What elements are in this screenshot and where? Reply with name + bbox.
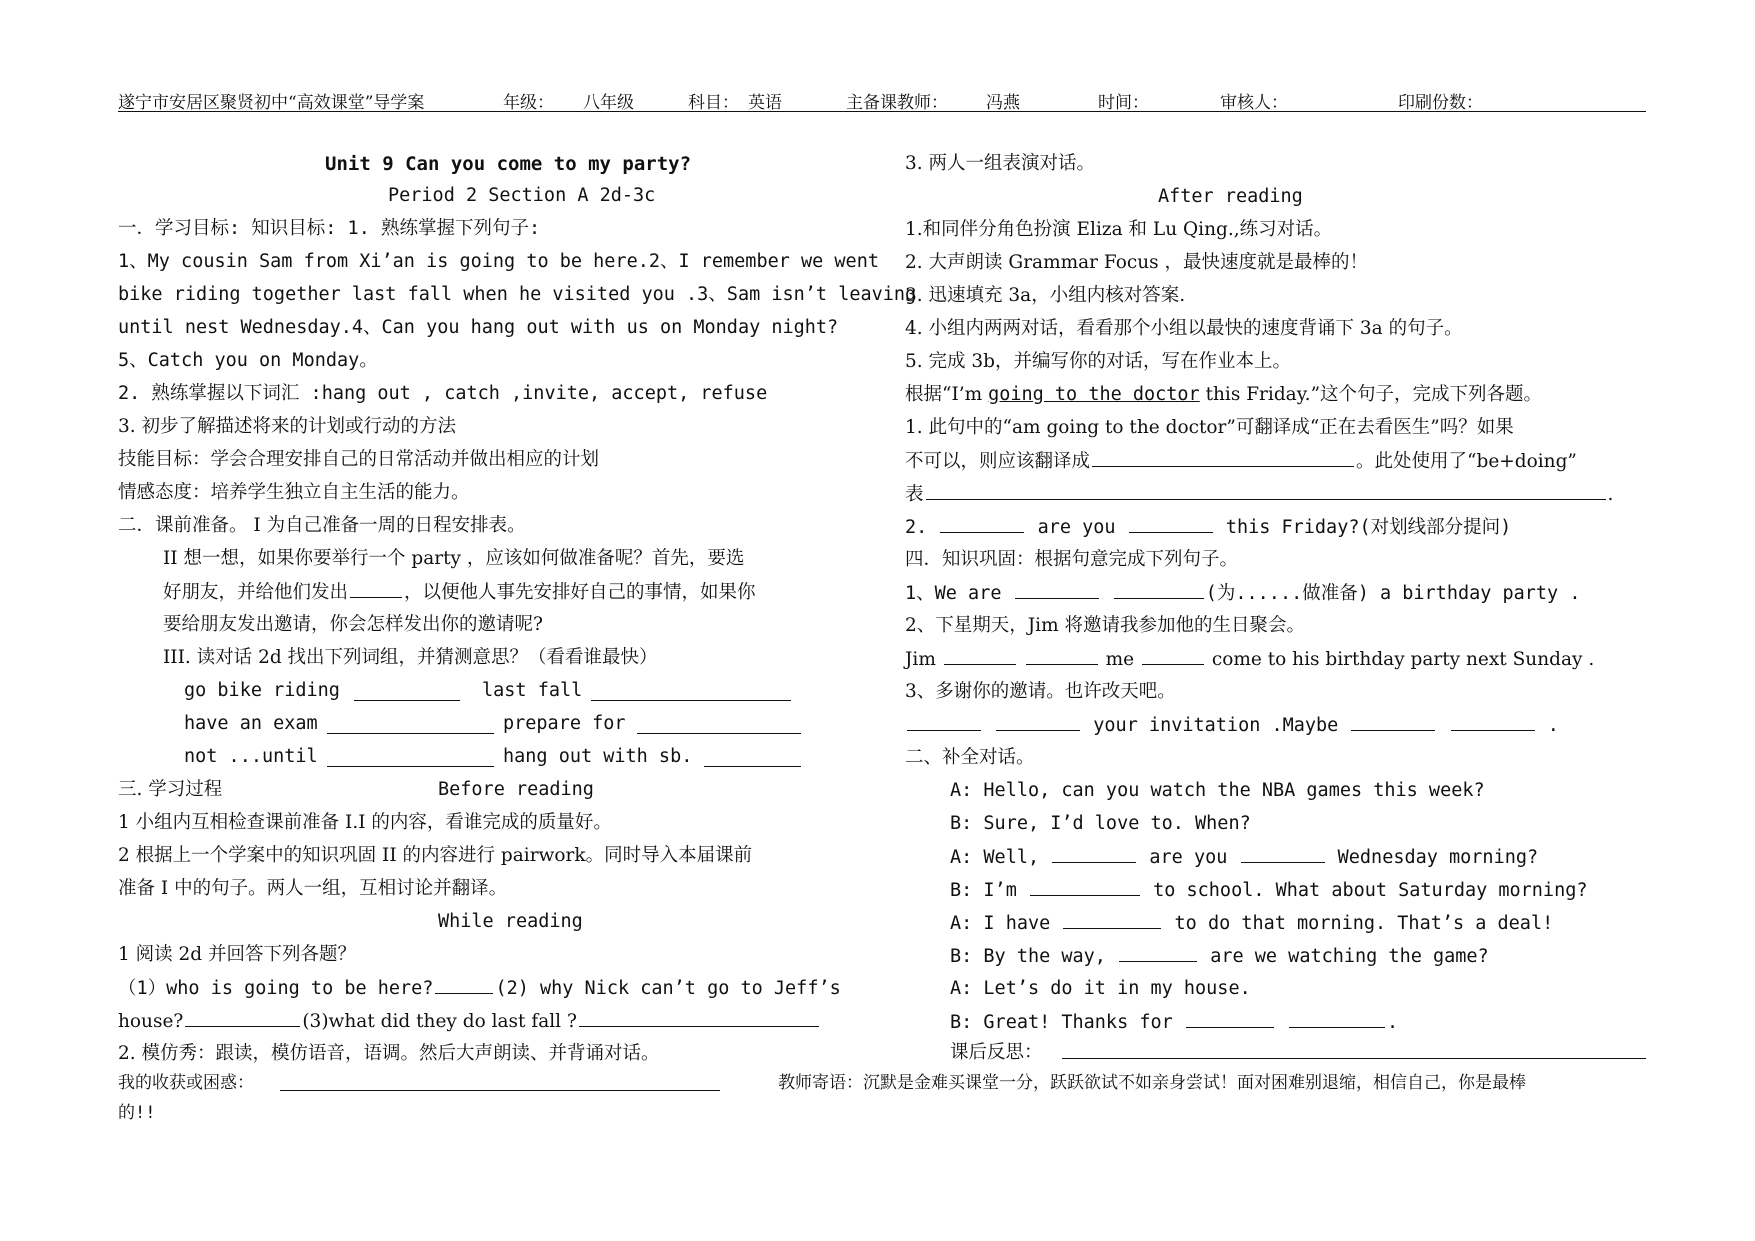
preparation-heading: 二．课前准备。 I 为自己准备一周的日程安排表。 — [118, 515, 526, 536]
grammar-intro-a: 根据“I’m — [905, 384, 989, 405]
translation-question-2 — [905, 448, 1577, 475]
reviewer-label: 审核人： — [1220, 93, 1288, 113]
sentence-line-2: bike riding together last fall when he visited you .3、Sam isn’t leaving — [118, 284, 917, 305]
jim-blank-3[interactable] — [1142, 646, 1204, 665]
consolidation-2-fill — [905, 646, 1594, 673]
consolidation-1 — [905, 580, 1580, 607]
dialogue-blank-2[interactable] — [1241, 844, 1325, 863]
check-preparation: 1 小组内互相检查课前准备 I.I 的内容，看谁完成的质量好。 — [118, 812, 612, 833]
question-ask — [905, 514, 1511, 541]
dialogue-3c: Wednesday morning? — [1337, 847, 1539, 868]
phrase-hang-out-with: hang out with sb. — [503, 746, 693, 767]
consolidation-2: 2、下星期天，Jim 将邀请我参加他的生日聚会。 — [905, 615, 1306, 636]
dialogue-4a: B: I’m — [950, 880, 1017, 901]
sentence-line-1: 1、My cousin Sam from Xi’an is going to be here.2、I remember we went — [118, 251, 879, 272]
party-question-3: 要给朋友发出邀请，你会怎样发出你的邀请呢? — [163, 614, 543, 635]
reflection-blank[interactable] — [1062, 1058, 1646, 1059]
phrase-not-until: not ...until — [184, 746, 318, 767]
party-question-2b: ，以便他人事先安排好自己的事情，如果你 — [404, 582, 756, 603]
jim-blank-1[interactable] — [944, 646, 1016, 665]
phrase-last-fall: last fall — [482, 680, 583, 701]
sentence-line-4: 5、Catch you on Monday。 — [118, 350, 378, 371]
jim-blank-2[interactable] — [1026, 646, 1098, 665]
invite-blank[interactable] — [350, 579, 402, 598]
grade-label: 年级： — [503, 93, 554, 113]
party-question-1: II 想一想，如果你要举行一个 party ，应该如何做准备呢？首先，要选 — [163, 548, 745, 569]
ask-blank-2[interactable] — [1129, 514, 1213, 533]
gains-blank[interactable] — [280, 1090, 720, 1091]
copies-label: 印刷份数： — [1398, 93, 1483, 113]
party-question-2a: 好朋友，并给他们发出 — [163, 582, 349, 603]
grade-value: 八年级 — [583, 93, 634, 113]
after-task-2: 2. 大声朗读 Grammar Focus ，最快速度就是最棒的！ — [905, 252, 1369, 273]
gains-label: 我的收获或困惑： — [118, 1073, 254, 1093]
translation-q2b: 。此处使用了“be+doing” — [1356, 451, 1577, 472]
translation-q3b: . — [1607, 484, 1614, 505]
read-2d-task: 1 阅读 2d 并回答下列各题？ — [118, 944, 357, 965]
after-task-1: 1.和同伴分角色扮演 Eliza 和 Lu Qing.,练习对话。 — [905, 219, 1333, 240]
school-name: 遂宁市安居区聚贤初中“高效课堂”导学案 — [118, 93, 425, 113]
sentence-line-3: until nest Wednesday.4、Can you hang out with us on Monday night? — [118, 317, 839, 338]
subject-label: 科目： — [688, 93, 739, 113]
dialogue-8b: . — [1387, 1012, 1399, 1033]
blank-prepare-for[interactable] — [637, 733, 801, 734]
maybe-blank-2[interactable] — [1451, 712, 1535, 731]
message-tail: 的!! — [118, 1103, 156, 1123]
pairwork-line-1: 2 根据上一个学案中的知识巩固 II 的内容进行 pairwork。同时导入本届课前 — [118, 845, 753, 866]
consolidation-3-end: . — [1547, 715, 1559, 736]
teacher-label: 主备课教师： — [846, 93, 948, 113]
imitation-task: 2. 模仿秀：跟读，模仿语音，语调。然后大声朗读、并背诵对话。 — [118, 1043, 660, 1064]
dialogue-line-3 — [950, 844, 1538, 871]
act-dialogue: 3. 两人一组表演对话。 — [905, 153, 1096, 174]
question-ask-num: 2. — [905, 517, 928, 538]
consolidation-1a: 1、We are — [905, 583, 1002, 604]
prepare-blank-2[interactable] — [1114, 580, 1204, 599]
process-heading: 三. 学习过程 — [118, 779, 223, 800]
question-ask-end: this Friday?(对划线部分提问) — [1225, 517, 1512, 538]
prepare-blank-1[interactable] — [1015, 580, 1099, 599]
teacher-value: 冯燕 — [986, 93, 1020, 113]
vocab-goal: 2. 熟练掌握以下词汇 :hang out , catch ,invite, accept, refuse — [118, 383, 768, 404]
pairwork-line-2: 准备 I 中的句子。两人一组，互相讨论并翻译。 — [118, 878, 508, 899]
maybe-blank-1[interactable] — [1351, 712, 1435, 731]
subject-value: 英语 — [748, 93, 782, 113]
reflection-label: 课后反思： — [950, 1042, 1043, 1063]
after-task-4: 4. 小组内两两对话，看看那个小组以最快的速度背诵下 3a 的句子。 — [905, 318, 1463, 339]
question-2-house: house? — [118, 1011, 184, 1032]
dialogue-4b: to school. What about Saturday morning? — [1153, 880, 1588, 901]
dialogue-line-8 — [950, 1009, 1398, 1036]
dialogue-3a: A: Well, — [950, 847, 1040, 868]
translation-question-3 — [905, 481, 1613, 508]
question-2-text: (2) why Nick can’t go to Jeff’s — [495, 978, 841, 999]
while-reading-heading: While reading — [438, 911, 583, 932]
consolidation-3: 3、多谢你的邀请。也许改天吧。 — [905, 681, 1176, 702]
dialogue-6b: are we watching the game? — [1210, 946, 1489, 967]
party-question-2 — [163, 579, 756, 606]
dialogue-3b: are you — [1149, 847, 1228, 868]
dialogue-blank-3[interactable] — [1030, 877, 1140, 896]
goals-heading: 一．学习目标: 知识目标: 1. 熟练掌握下列句子: — [118, 218, 541, 239]
dialogue-blank-5[interactable] — [1119, 943, 1197, 962]
teacher-message: 教师寄语：沉默是金难买课堂一分，跃跃欲试不如亲身尝试！面对困难别退缩，相信自己，你是最棒 — [778, 1073, 1526, 1093]
unit-title: Unit 9 Can you come to my party? — [325, 153, 692, 175]
translation-blank[interactable] — [1092, 448, 1354, 467]
answer-blank-3[interactable] — [579, 1008, 819, 1027]
attitude-goal: 情感态度：培养学生独立自主生活的能力。 — [118, 482, 470, 503]
dialogue-line-4 — [950, 877, 1588, 904]
dialogue-5a: A: I have — [950, 913, 1051, 934]
me-label: me — [1105, 649, 1135, 670]
grammar-intro-b: this Friday.”这个句子，完成下列各题。 — [1199, 384, 1543, 405]
blank-go-bike-riding[interactable] — [354, 700, 460, 701]
blank-not-until[interactable] — [327, 766, 494, 767]
after-reading-heading: After reading — [1158, 186, 1303, 207]
dialogue-line-7: A: Let’s do it in my house. — [950, 978, 1251, 999]
grammar-intro — [905, 382, 1542, 408]
translation-question-1: 1. 此句中的“am going to the doctor”可翻译成“正在去看医生”吗？如果 — [905, 417, 1514, 438]
time-label: 时间： — [1098, 93, 1149, 113]
before-reading-heading: Before reading — [438, 779, 594, 800]
consolidation-heading: 四．知识巩固：根据句意完成下列句子。 — [905, 549, 1239, 570]
phrase-go-bike-riding: go bike riding — [184, 680, 340, 701]
dialogue-blank-7[interactable] — [1289, 1009, 1385, 1028]
question-1-text: （1）who is going to be here? — [118, 978, 434, 999]
dialogue-blank-6[interactable] — [1186, 1009, 1274, 1028]
answer-blank-1[interactable] — [435, 975, 493, 994]
blank-have-an-exam[interactable] — [327, 733, 494, 734]
consolidation-1b: (为......做准备) a birthday party . — [1205, 583, 1581, 604]
thanks-blank-2[interactable] — [996, 712, 1080, 731]
usage-blank[interactable] — [926, 481, 1606, 500]
blank-hang-out-with[interactable] — [704, 766, 801, 767]
after-task-5: 5. 完成 3b，并编写你的对话，写在作业本上。 — [905, 351, 1292, 372]
consolidation-2-end: come to his birthday party next Sunday . — [1211, 649, 1595, 670]
dialogue-line-6 — [950, 943, 1489, 970]
dialogue-blank-4[interactable] — [1063, 910, 1161, 929]
underlined-phrase: going to the doctor — [988, 384, 1200, 405]
dialogue-5b: to do that morning. That’s a deal! — [1174, 913, 1554, 934]
header-underline — [118, 111, 1646, 112]
dialogue-heading: 二、补全对话。 — [905, 747, 1035, 768]
answer-blank-2[interactable] — [185, 1008, 300, 1027]
dialogue-line-1: A: Hello, can you watch the NBA games this week? — [950, 780, 1485, 801]
translation-q3a: 表 — [905, 484, 924, 505]
consolidation-3-mid: your invitation .Maybe — [1093, 715, 1339, 736]
question-1 — [118, 975, 841, 1002]
future-plan-goal: 3. 初步了解描述将来的计划或行动的方法 — [118, 416, 457, 437]
phrase-prepare-for: prepare for — [503, 713, 626, 734]
consolidation-3-fill — [905, 712, 1559, 739]
period-subtitle: Period 2 Section A 2d-3c — [388, 185, 656, 206]
question-ask-mid: are you — [1037, 517, 1116, 538]
phrase-task: III. 读对话 2d 找出下列词组，并猜测意思？（看看谁最快） — [163, 647, 658, 668]
dialogue-8a: B: Great! Thanks for — [950, 1012, 1173, 1033]
dialogue-6a: B: By the way, — [950, 946, 1106, 967]
ask-blank-1[interactable] — [940, 514, 1024, 533]
dialogue-blank-1[interactable] — [1052, 844, 1136, 863]
phrase-have-an-exam: have an exam — [184, 713, 318, 734]
dialogue-line-5 — [950, 910, 1553, 937]
question-3-text: (3)what did they do last fall ? — [302, 1011, 577, 1032]
after-task-3: 3. 迅速填充 3a，小组内核对答案. — [905, 285, 1186, 306]
blank-last-fall[interactable] — [591, 700, 791, 701]
translation-q2a: 不可以，则应该翻译成 — [905, 451, 1091, 472]
skill-goal: 技能目标：学会合理安排自己的日常活动并做出相应的计划 — [118, 449, 600, 470]
jim-label: Jim — [905, 649, 936, 670]
question-2-cont — [118, 1008, 821, 1035]
dialogue-line-2: B: Sure, I’d love to. When? — [950, 813, 1251, 834]
thanks-blank-1[interactable] — [907, 712, 981, 731]
